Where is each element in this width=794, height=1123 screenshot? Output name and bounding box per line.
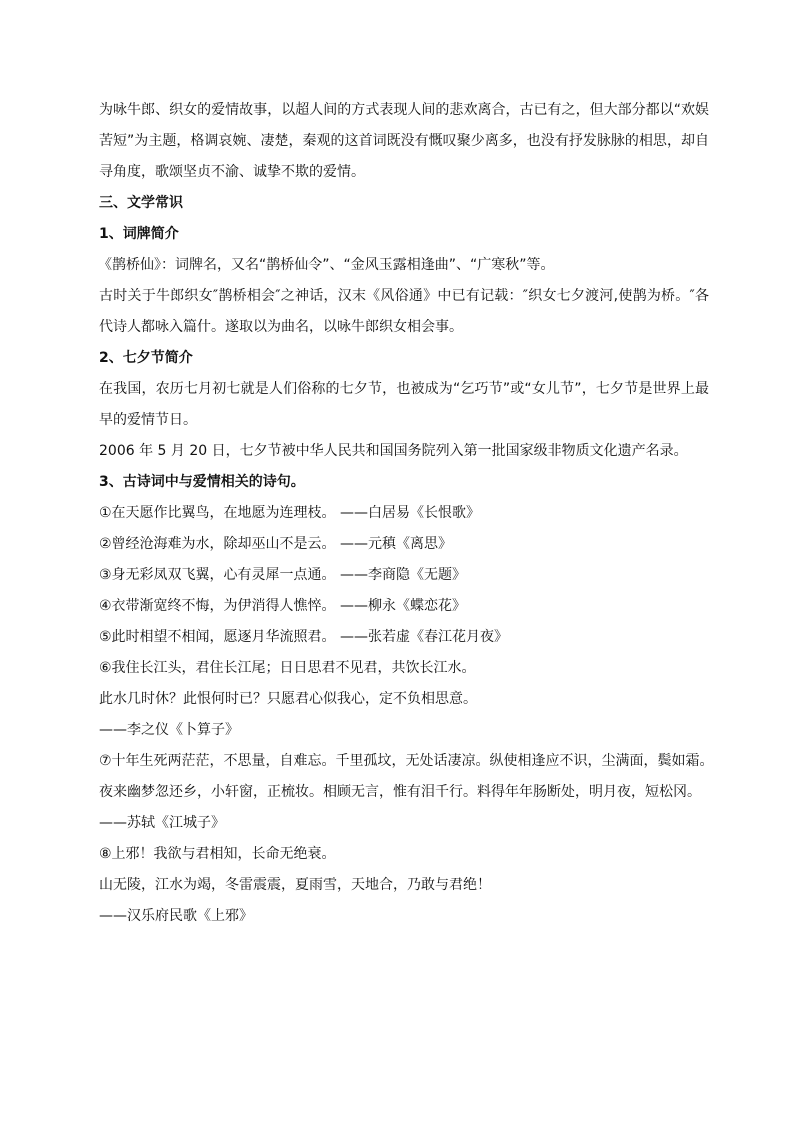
qixi-paragraph-2: 2006 年 5 月 20 日，七夕节被中华人民共和国国务院列入第一批国家级非物质文化遗产名录。 (99, 443, 688, 459)
poem-line: 山无陵，江水为竭，冬雷震震，夏雨雪，天地合，乃敢与君绝！ (99, 877, 491, 893)
cipai-paragraph-1: 《鹊桥仙》：词牌名，又名“鹊桥仙令”、“金风玉露相逢曲”、“广寒秋”等。 (98, 257, 555, 273)
subheading-qixi-intro: 2、七夕节简介 (99, 350, 193, 366)
poem-line: ③身无彩凤双飞翼，心有灵犀一点通。 ——李商隐《无题》 (99, 567, 466, 583)
subheading-cipai-intro: 1、词牌简介 (99, 226, 179, 242)
qixi-paragraph-1: 在我国，农历七月初七就是人们俗称的七夕节，也被成为“乞巧节”或“女儿节”，七夕节是世界上最早的爱情节日。 (99, 381, 709, 428)
poem-attribution: ——李之仪《卜算子》 (99, 722, 239, 738)
poem-line: ②曾经沧海难为水，除却巫山不是云。 ——元稹《离思》 (99, 536, 452, 552)
poem-line: ①在天愿作比翼鸟，在地愿为连理枝。 ——白居易《长恨歌》 (99, 505, 480, 521)
poem-attribution: ——汉乐府民歌《上邪》 (99, 908, 253, 924)
poem-line: ⑦十年生死两茫茫，不思量，自难忘。千里孤坟，无处话凄凉。纵使相逢应不识，尘满面，鬓如霜。 (99, 753, 714, 769)
poem-line: ⑧上邪！我欲与君相知，长命无绝衰。 (99, 846, 336, 862)
poem-line: ⑥我住长江头，君住长江尾；日日思君不见君，共饮长江水。 (99, 660, 476, 676)
poem-line: 此水几时休？此恨何时已？只愿君心似我心，定不负相思意。 (99, 691, 477, 707)
poem-line: ④衣带渐宽终不悔，为伊消得人憔悴。 ——柳永《蝶恋花》 (99, 598, 466, 614)
poem-attribution: ——苏轼《江城子》 (99, 815, 225, 831)
cipai-paragraph-2: 古时关于牛郎织女″鹊桥相会″之神话，汉末《风俗通》中已有记载：″织女七夕渡河,使鹊为桥。″各代诗人都咏入篇什。遂取以为曲名，以咏牛郎织女相会事。 (99, 288, 709, 335)
poem-line: 夜来幽梦忽还乡，小轩窗，正梳妆。相顾无言，惟有泪千行。料得年年肠断处，明月夜，短松冈。 (99, 784, 701, 800)
subheading-love-poems: 3、古诗词中与爱情相关的诗句。 (99, 474, 305, 490)
document-content (98, 95, 714, 932)
poem-line: ⑤此时相望不相闻，愿逐月华流照君。 ——张若虚《春江花月夜》 (99, 629, 508, 645)
intro-paragraph: 为咏牛郎、织女的爱情故事，以超人间的方式表现人间的悲欢离合，古已有之，但大部分都以“欢娱苦短”为主题，格调哀婉、凄楚，秦观的这首词既没有慨叹聚少离多，也没有抒发脉脉的相思，却自寻角度，歌颂坚贞不渝、诚挚不欺的爱情。 (99, 102, 709, 180)
section-heading-literary-knowledge: 三、文学常识 (99, 195, 183, 211)
